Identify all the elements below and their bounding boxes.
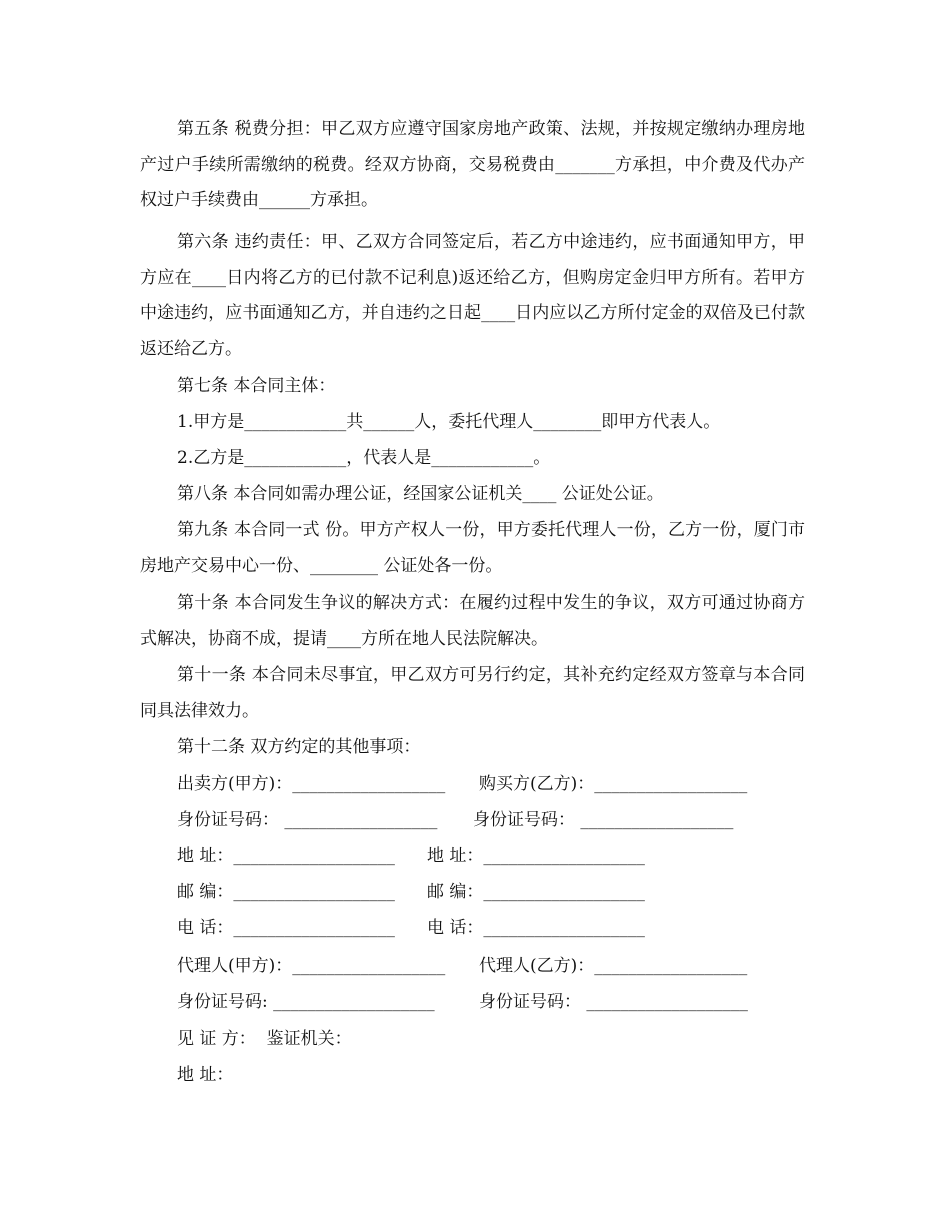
signature-row-id — [177, 803, 734, 839]
buyer-zip-label: 邮 编：___________________ — [427, 882, 645, 902]
buyer-phone-label: 电 话：___________________ — [427, 918, 645, 938]
signature-row-phone — [177, 911, 645, 947]
signature-row-parties — [177, 767, 748, 803]
seller-id-label: 身份证号码： __________________ — [177, 810, 438, 830]
article-12: 第十二条 双方约定的其他事项： — [177, 737, 421, 757]
signature-row-witness — [177, 1022, 352, 1058]
article-10: 第十条 本合同发生争议的解决方式：在履约过程中发生的争议，双方可通过协商方式解决，协商不成，提请____方所在地人民法院解决。 — [140, 593, 805, 649]
article-7-item-2: 2.乙方是____________，代表人是____________。 — [177, 448, 551, 468]
article-5: 第五条 税费分担：甲乙双方应遵守国家房地产政策、法规，并按规定缴纳办理房地产过户手续所需缴纳的税费。经双方协商，交易税费由_______方承担，中介费及代办产权过户手续费由______方承担。 — [140, 119, 805, 210]
seller-phone-label: 电 话：___________________ — [177, 918, 395, 938]
seller-agent-id-label: 身份证号码: ___________________ — [177, 992, 435, 1012]
buyer-address-label: 地 址：___________________ — [427, 846, 645, 866]
article-7-item-1: 1.甲方是____________共______人，委托代理人________即甲方代表人。 — [177, 412, 721, 432]
signature-row-address — [177, 839, 645, 875]
buyer-label: 购买方(乙方)：__________________ — [479, 774, 748, 794]
buyer-id-label: 身份证号码： __________________ — [473, 810, 734, 830]
buyer-agent-label: 代理人(乙方)：__________________ — [479, 956, 748, 976]
seller-address-label: 地 址：___________________ — [177, 846, 395, 866]
witness-address-label: 地 址： — [177, 1065, 234, 1085]
signature-row-zip — [177, 875, 645, 911]
signature-row-agent-id — [177, 985, 748, 1021]
seller-zip-label: 邮 编：___________________ — [177, 882, 395, 902]
article-9: 第九条 本合同一式 份。甲方产权人一份，甲方委托代理人一份，乙方一份，厦门市房地产交易中心一份、________ 公证处各一份。 — [140, 520, 805, 576]
seller-label: 出卖方(甲方)：__________________ — [177, 774, 446, 794]
signature-row-witness-address — [177, 1058, 234, 1094]
article-8: 第八条 本合同如需办理公证，经国家公证机关____ 公证处公证。 — [177, 484, 664, 504]
article-11: 第十一条 本合同未尽事宜，甲乙双方可另行约定，其补充约定经双方签章与本合同同具法律效力。 — [140, 665, 805, 721]
article-7-title: 第七条 本合同主体： — [177, 376, 336, 396]
buyer-agent-id-label: 身份证号码： ___________________ — [479, 992, 748, 1012]
article-6: 第六条 违约责任：甲、乙双方合同签定后，若乙方中途违约，应书面通知甲方，甲方应在____日内将乙方的已付款不记利息)返还给乙方，但购房定金归甲方所有。若甲方中途违约，应书面通知乙方，并自违约之日起____日内应以乙方所付定金的双倍及已付款返还给乙方。 — [140, 232, 805, 359]
signature-row-agents — [177, 949, 748, 985]
seller-agent-label: 代理人(甲方)：__________________ — [177, 956, 446, 976]
witness-label: 见 证 方： 鉴证机关： — [177, 1029, 352, 1049]
